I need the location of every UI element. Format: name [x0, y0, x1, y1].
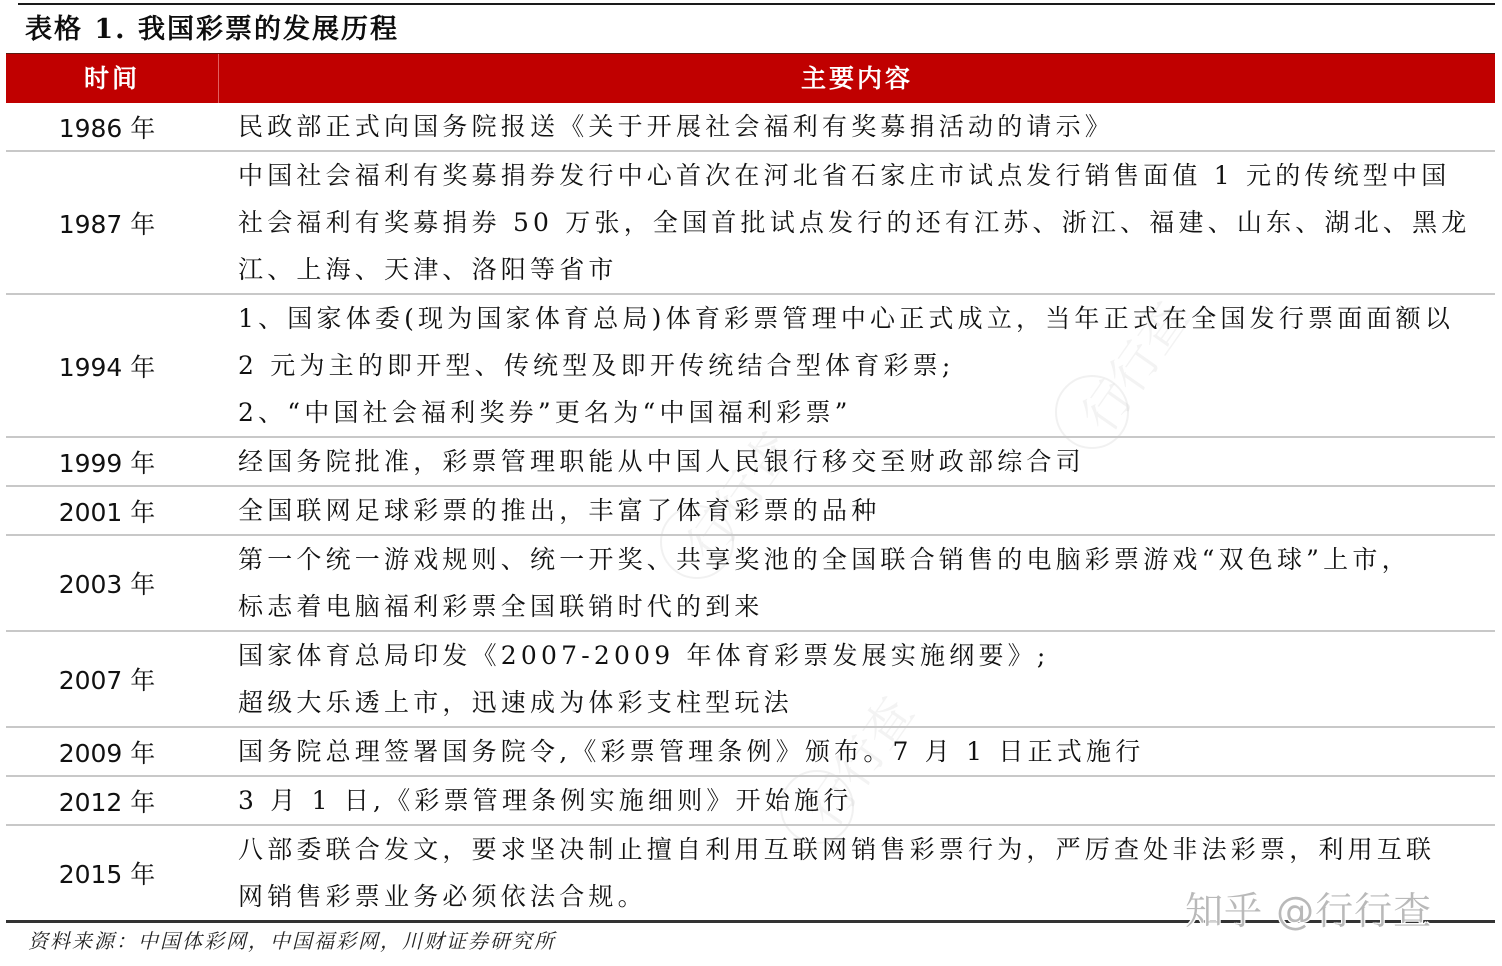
content-line: 第一个统一游戏规则、统一开奖、共享奖池的全国联合销售的电脑彩票游戏“双色球”上市， [238, 545, 1411, 574]
table-row [6, 487, 1495, 536]
watermark-logo-text: 行行查 [1071, 292, 1200, 443]
table-row [6, 728, 1495, 777]
content-line: 经国务院批准，彩票管理职能从中国人民银行移交至财政部综合司 [238, 447, 1085, 476]
content-cell [218, 295, 1495, 436]
content-line: 网销售彩票业务必须依法合规。 [238, 882, 647, 911]
table-row [6, 777, 1495, 826]
watermark-logo-text: 行行查 [796, 687, 925, 838]
year-cell: 2003 年 [58, 570, 156, 599]
content-line: 超级大乐透上市，迅速成为体彩支柱型玩法 [238, 688, 793, 717]
year-cell: 2015 年 [58, 860, 156, 889]
watermark-logo-text: 行行查 [676, 422, 805, 573]
content-line: 国家体育总局印发《2007-2009 年体育彩票发展实施纲要》; [238, 641, 1050, 670]
table-body [6, 103, 1495, 923]
year-cell: 1999 年 [58, 448, 156, 478]
content-line: 2 元为主的即开型、传统型及即开传统结合型体育彩票; [238, 351, 955, 380]
table-row [6, 152, 1495, 295]
content-line: 社会福利有奖募捐券 50 万张，全国首批试点发行的还有江苏、浙江、福建、山东、湖北、黑龙 [238, 208, 1471, 237]
content-cell [218, 728, 1495, 775]
year-cell: 2007 年 [58, 666, 156, 695]
year-cell: 1986 年 [58, 113, 156, 143]
source-note: 资料来源：中国体彩网，中国福彩网，川财证券研究所 [28, 929, 556, 953]
content-cell [218, 536, 1495, 630]
content-line: 1、国家体委(现为国家体育总局)体育彩票管理中心正式成立，当年正式在全国发行票面面额以 [238, 304, 1455, 333]
year-cell: 2012 年 [58, 787, 156, 817]
content-line: 国务院总理签署国务院令,《彩票管理条例》颁布。7 月 1 日正式施行 [238, 737, 1145, 766]
table-header [6, 53, 1495, 103]
content-line: 民政部正式向国务院报送《关于开展社会福利有奖募捐活动的请示》 [238, 112, 1115, 141]
content-cell [218, 152, 1495, 293]
content-cell [218, 438, 1495, 485]
year-cell: 1987 年 [58, 209, 156, 239]
lottery-history-table [6, 53, 1495, 923]
table-row [6, 536, 1495, 632]
content-cell [218, 103, 1495, 150]
table-title: 表格 1. 我国彩票的发展历程 [25, 14, 399, 45]
content-cell [218, 632, 1495, 726]
table-row [6, 632, 1495, 728]
content-line: 2、“中国社会福利奖券”更名为“中国福利彩票” [238, 398, 852, 427]
year-cell: 2009 年 [58, 738, 156, 768]
year-cell: 2001 年 [58, 497, 156, 527]
content-line: 标志着电脑福利彩票全国联销时代的到来 [238, 592, 764, 621]
header-content: 主要内容 [800, 64, 913, 93]
table-row [6, 295, 1495, 438]
table-row [6, 438, 1495, 487]
content-line: 八部委联合发文，要求坚决制止擅自利用互联网销售彩票行为，严厉查处非法彩票，利用互联 [238, 835, 1436, 864]
watermark-brand: 知乎 @行行查 [1185, 889, 1433, 933]
table-row [6, 103, 1495, 152]
content-line: 3 月 1 日,《彩票管理条例实施细则》开始施行 [238, 786, 853, 815]
top-rule [18, 3, 1495, 5]
content-line: 全国联网足球彩票的推出，丰富了体育彩票的品种 [238, 496, 881, 525]
content-line: 中国社会福利有奖募捐券发行中心首次在河北省石家庄市试点发行销售面值 1 元的传统型中国 [238, 161, 1451, 190]
year-cell: 1994 年 [58, 352, 156, 382]
content-line: 江、上海、天津、洛阳等省市 [238, 255, 618, 284]
content-cell [218, 487, 1495, 534]
header-time: 时间 [6, 54, 219, 103]
content-cell [218, 777, 1495, 824]
